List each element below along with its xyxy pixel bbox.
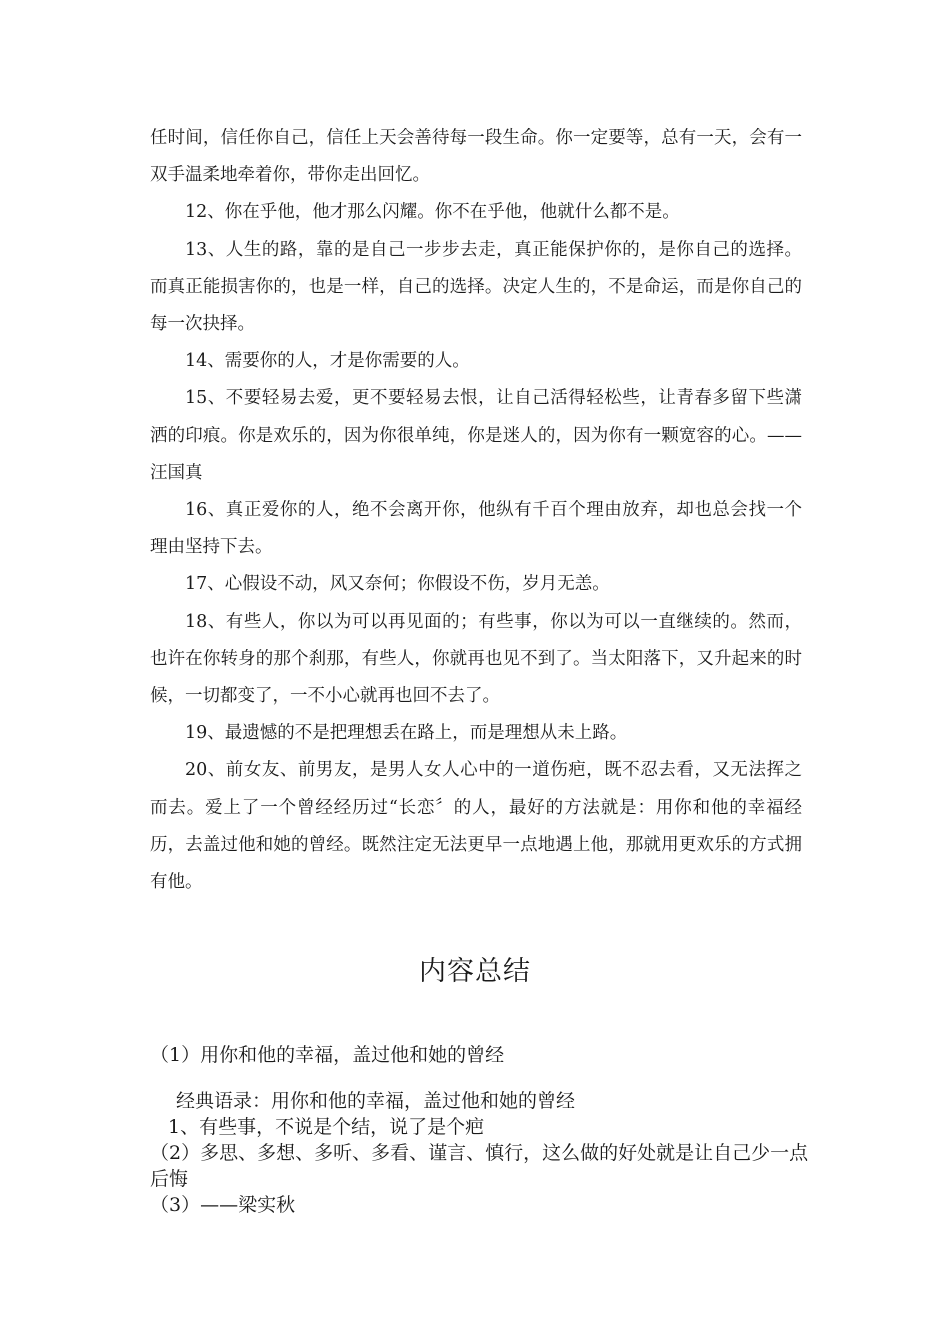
summary-subitem-1: 1、有些事，不说是个结，说了是个疤 bbox=[168, 1116, 485, 1138]
summary-section bbox=[150, 1042, 810, 1218]
paragraph-continuation: 任时间，信任你自己，信任上天会善待每一段生命。你一定要等，总有一天，会有一双手温柔地牵着你，带你走出回忆。 bbox=[150, 128, 802, 186]
quote-15: 15、不要轻易去爱，更不要轻易去恨，让自己活得轻松些，让青春多留下些潇洒的印痕。你是欢乐的，因为你很单纯，你是迷人的，因为你有一颗宽容的心。——汪国真 bbox=[150, 388, 802, 483]
body-text bbox=[150, 120, 802, 901]
quote-14: 14、需要你的人，才是你需要的人。 bbox=[185, 351, 470, 372]
quote-16: 16、真正爱你的人，绝不会离开你，他纵有千百个理由放弃，却也总会找一个理由坚持下去。 bbox=[150, 500, 802, 558]
summary-item-2: （2）多思、多想、多听、多看、谨言、慎行，这么做的好处就是让自己少一点后悔 bbox=[150, 1142, 809, 1190]
summary-title: 内容总结 bbox=[419, 956, 531, 987]
quote-20: 20、前女友、前男友，是男人女人心中的一道伤疤，既不忍去看，又无法挥之而去。爱上了一个曾经经历过“长恋〞的人，最好的方法就是：用你和他的幸福经历，去盖过他和她的曾经。既然注定无法更早一点地遇上他，那就用更欢乐的方式拥有他。 bbox=[150, 760, 802, 893]
summary-item-3: （3）——梁实秋 bbox=[150, 1194, 296, 1216]
quote-18: 18、有些人，你以为可以再见面的；有些事，你以为可以一直继续的。然而，也许在你转身的那个刹那，有些人，你就再也见不到了。当太阳落下，又升起来的时候，一切都变了，一不小心就再也回不去了。 bbox=[150, 611, 802, 707]
summary-item-1: （1）用你和他的幸福，盖过他和她的曾经 bbox=[150, 1044, 505, 1066]
quote-12: 12、你在乎他，他才那么闪耀。你不在乎他，他就什么都不是。 bbox=[185, 202, 680, 223]
summary-classic-quote: 经典语录：用你和他的幸福，盖过他和她的曾经 bbox=[176, 1090, 576, 1112]
quote-17: 17、心假设不动，风又奈何；你假设不伤，岁月无恙。 bbox=[185, 574, 610, 595]
quote-19: 19、最遗憾的不是把理想丢在路上，而是理想从未上路。 bbox=[185, 723, 628, 744]
quote-13: 13、人生的路，靠的是自己一步步去走，真正能保护你的，是你自己的选择。而真正能损害你的，也是一样，自己的选择。决定人生的，不是命运，而是你自己的每一次抉择。 bbox=[150, 239, 802, 335]
